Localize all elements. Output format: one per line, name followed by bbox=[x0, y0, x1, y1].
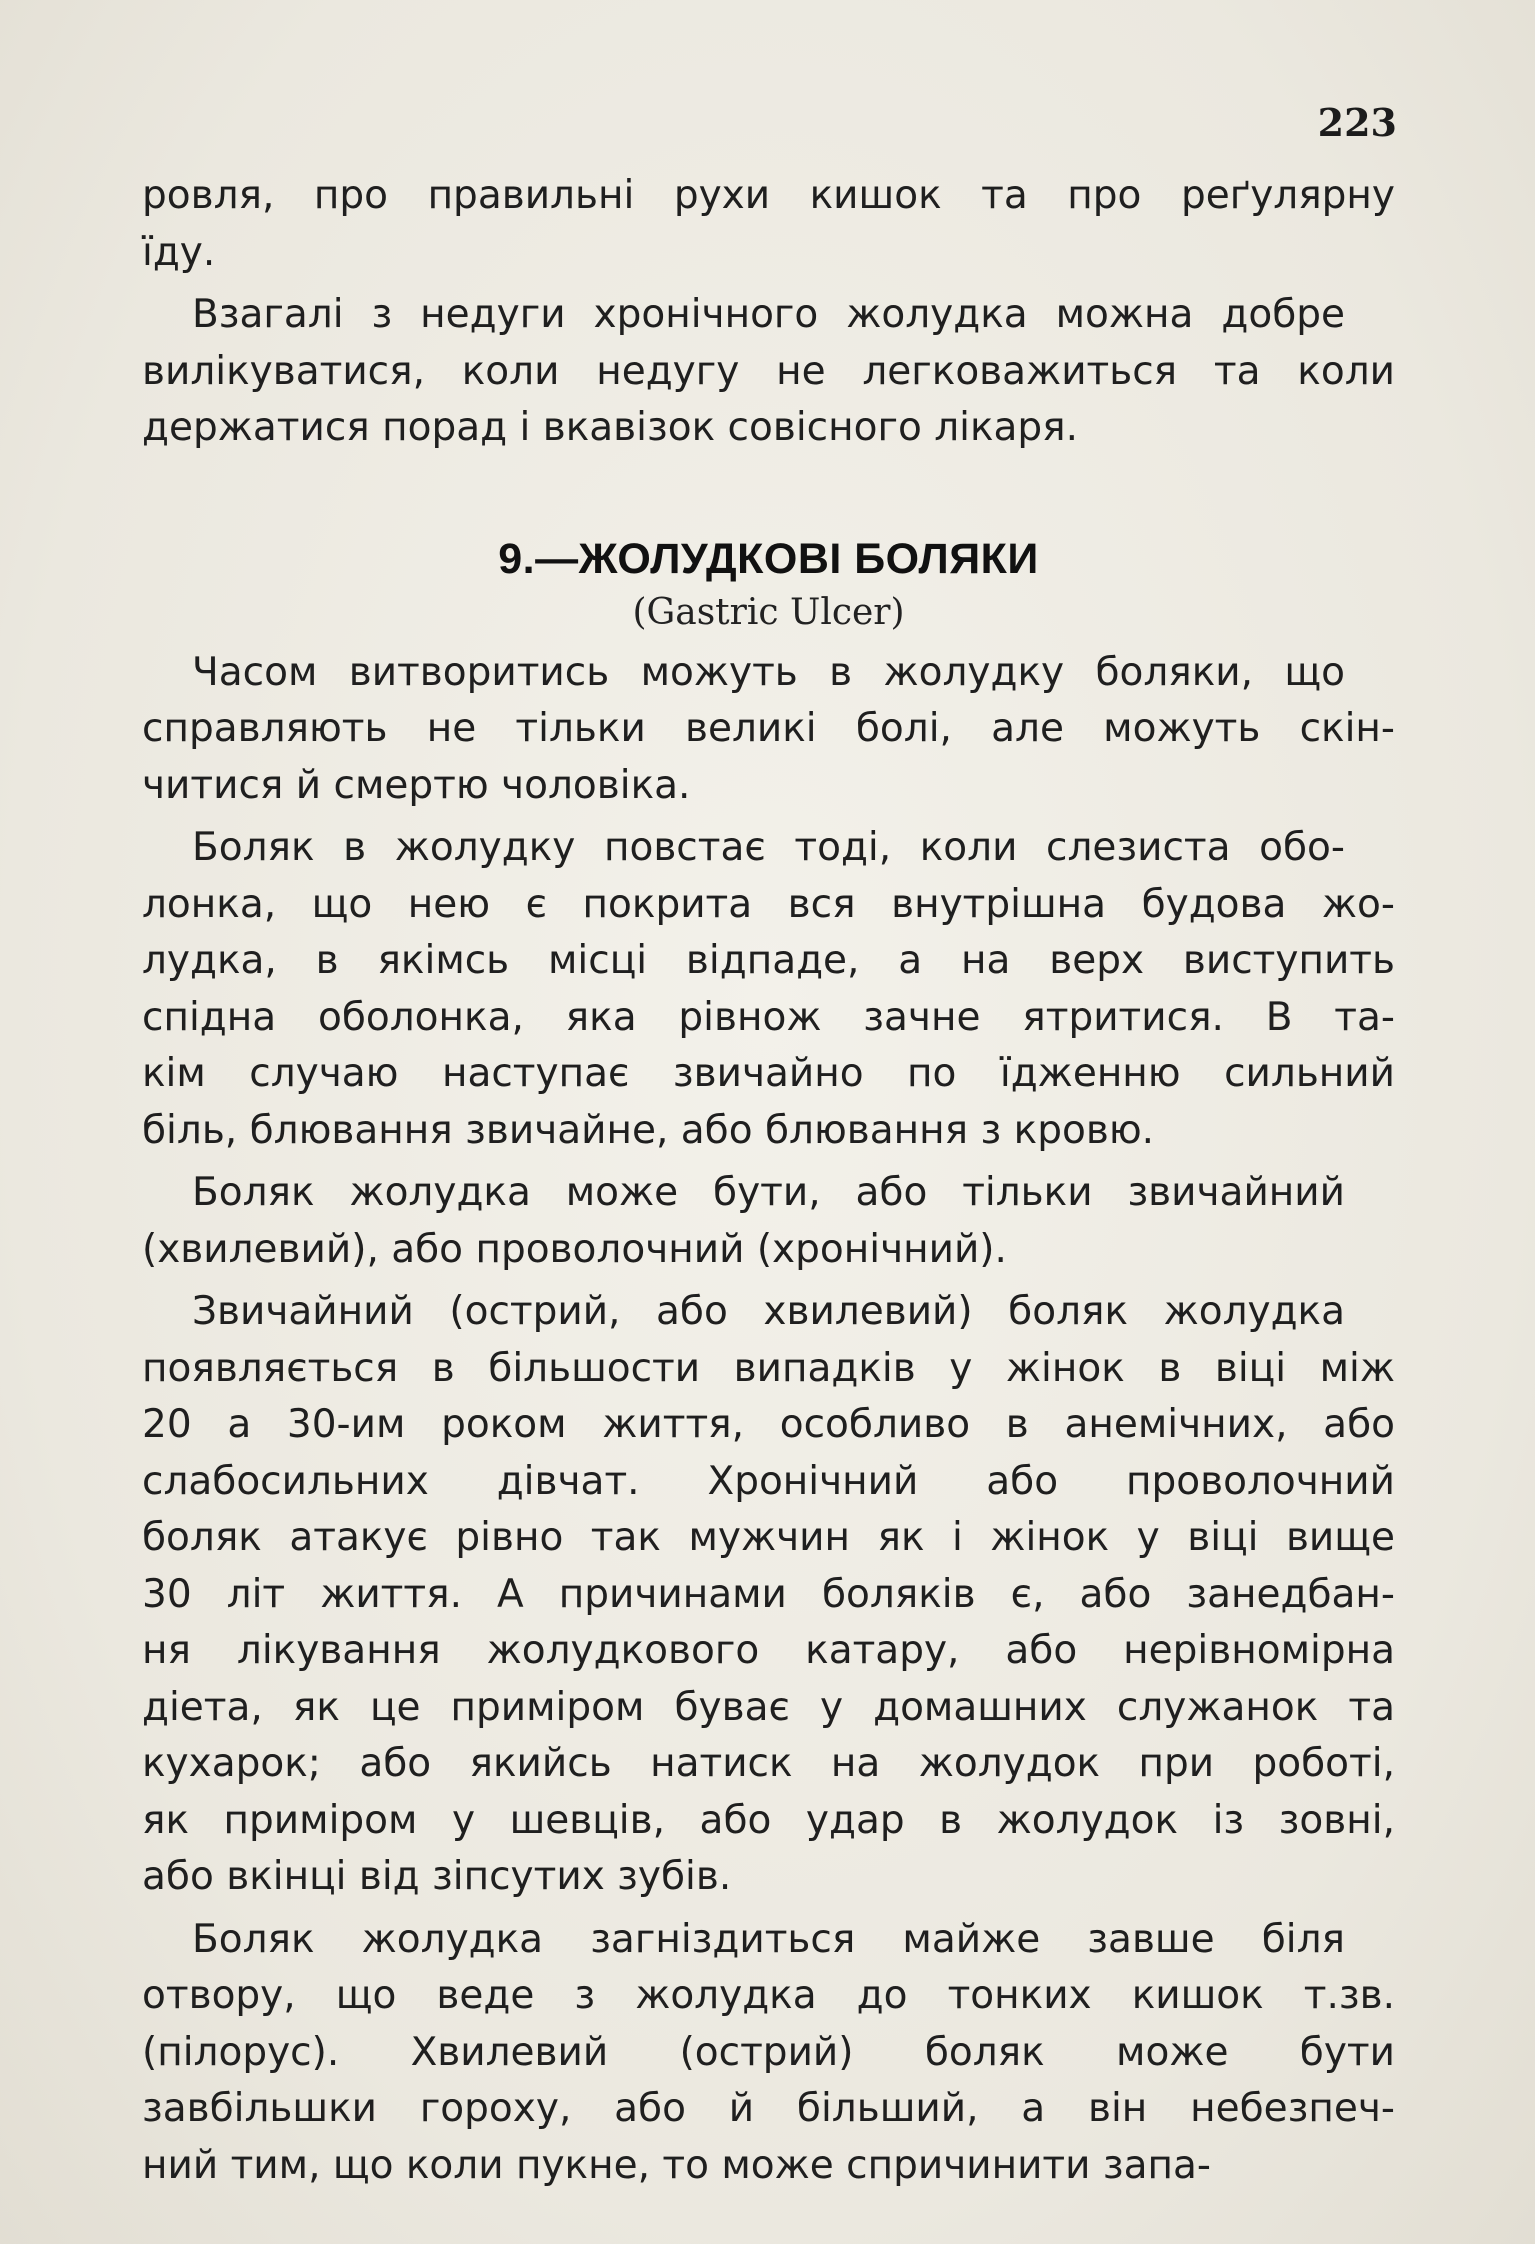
text-line: ний тим, що коли пукне, то може спричинити запа- bbox=[142, 2142, 1211, 2188]
text-line: лудка, в якімсь місці відпаде, а на верх виступить bbox=[142, 938, 1395, 983]
text-line: лонка, що нею є покрита вся внутрішна будова жо- bbox=[142, 881, 1395, 927]
text-line: вилікуватися, коли недугу не легковажиться та коли bbox=[142, 348, 1395, 394]
text-line: або вкінці від зіпсутих зубів. bbox=[142, 1854, 732, 1899]
page-text bbox=[142, 168, 1395, 2194]
text-line: діета, як це приміром буває у домашних служанок та bbox=[142, 1684, 1395, 1730]
paragraph bbox=[142, 1284, 1395, 1906]
text-line: 20 а 30-им роком життя, особливо в анемічних, або bbox=[142, 1402, 1395, 1447]
text-line: появляється в більшости випадків у жінок в віці між bbox=[142, 1345, 1395, 1391]
text-line: Взагалі з недуги хронічного жолудка можна добре bbox=[192, 292, 1345, 337]
text-line: слабосильних дівчат. Хронічний або проволочний bbox=[142, 1458, 1395, 1504]
text-line: кім случаю наступає звичайно по їдженню сильний bbox=[142, 1051, 1395, 1096]
text-line: ня лікування жолудкового катару, або нерівномірна bbox=[142, 1628, 1395, 1673]
text-line: спідна оболонка, яка рівнож зачне ятритися. В та- bbox=[142, 994, 1395, 1040]
text-line: 30 літ життя. А причинами боляків є, або занедбан- bbox=[142, 1571, 1395, 1617]
paragraph bbox=[142, 168, 1395, 281]
paragraph bbox=[142, 1165, 1395, 1278]
text-line: кухарок; або якийсь натиск на жолудок при роботі, bbox=[142, 1741, 1395, 1786]
text-line: читися й смертю чоловіка. bbox=[142, 762, 691, 808]
text-line: (хвилевий), або проволочний (хронічний). bbox=[142, 1226, 1007, 1272]
text-line: (пілорус). Хвилевий (острий) боляк може бути bbox=[142, 2029, 1395, 2075]
paragraph bbox=[142, 645, 1395, 815]
text-line: завбільшки гороху, або й більший, а він небезпеч- bbox=[142, 2086, 1395, 2131]
text-line: держатися порад і вкавізок совісного лікаря. bbox=[142, 405, 1079, 450]
text-line: Звичайний (острий, або хвилевий) боляк жолудка bbox=[192, 1289, 1345, 1334]
text-line: отвору, що веде з жолудка до тонких кишок т.зв. bbox=[142, 1973, 1395, 2018]
section-subheading: (Gastric Ulcer) bbox=[632, 591, 905, 633]
text-line: їду. bbox=[142, 229, 216, 275]
text-line: Боляк жолудка загніздиться майже завше біля bbox=[192, 1916, 1345, 1962]
text-line: боляк атакує рівно так мужчин як і жінок у віці вище bbox=[142, 1515, 1395, 1560]
paragraph bbox=[142, 287, 1395, 457]
text-line: Боляк в жолудку повстає тоді, коли слезиста обо- bbox=[192, 825, 1345, 870]
text-line: справляють не тільки великі болі, але можуть скін- bbox=[142, 706, 1395, 751]
text-line: як приміром у шевців, або удар в жолудок із зовні, bbox=[142, 1797, 1395, 1843]
text-line: біль, блювання звичайне, або блювання з кровю. bbox=[142, 1107, 1155, 1153]
text-line: ровля, про правильні рухи кишок та про реґулярну bbox=[142, 173, 1395, 218]
page-number: 223 bbox=[1317, 100, 1397, 145]
text-line: Боляк жолудка може бути, або тільки звичайний bbox=[192, 1170, 1345, 1215]
section-heading: 9.—ЖОЛУДКОВІ БОЛЯКИ bbox=[498, 534, 1039, 583]
text-line: Часом витворитись можуть в жолудку боляки, що bbox=[192, 649, 1345, 695]
paragraph bbox=[142, 1912, 1395, 2195]
paragraph bbox=[142, 820, 1395, 1159]
